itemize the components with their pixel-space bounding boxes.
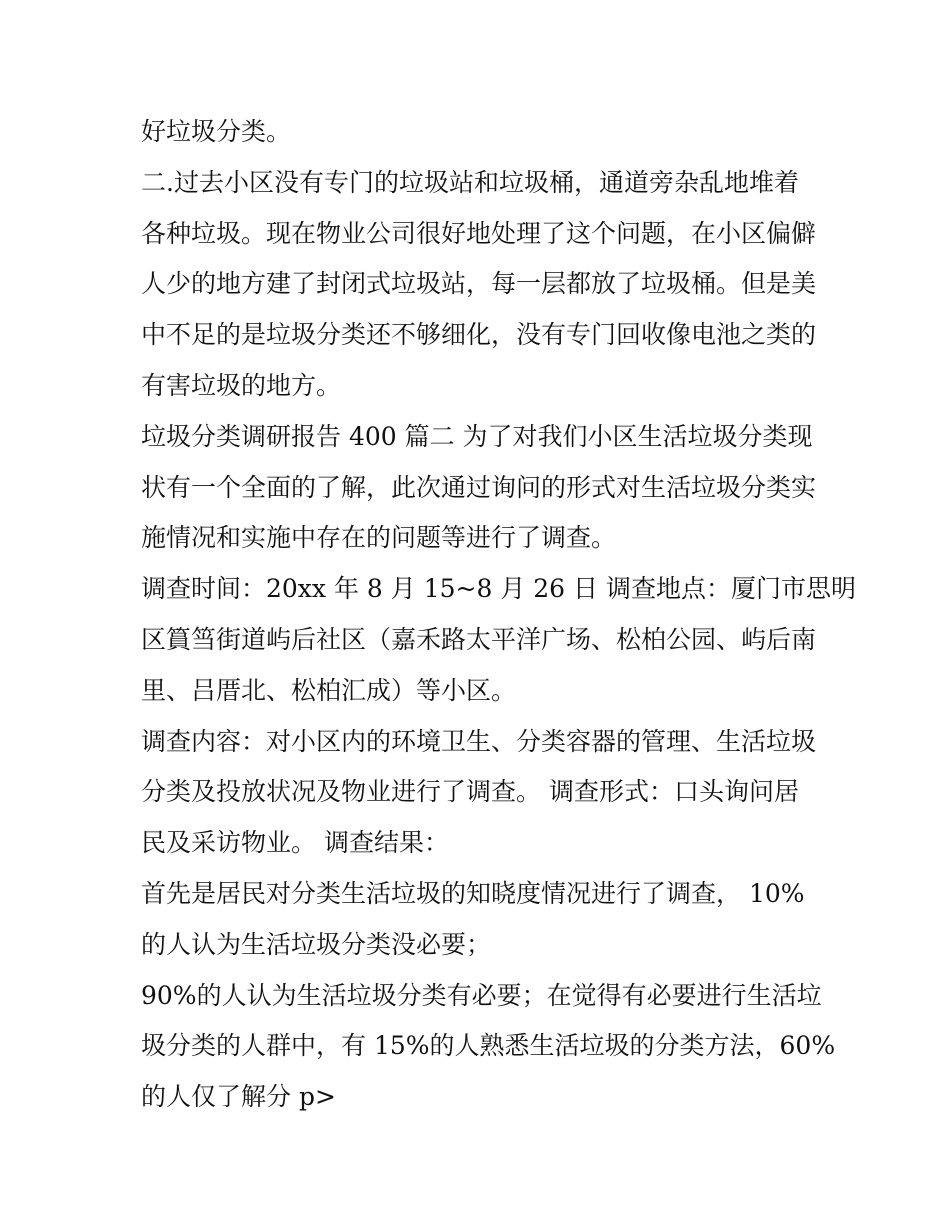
text-line: 垃圾分类调研报告 400 篇二 为了对我们小区生活垃圾分类现 bbox=[141, 421, 813, 451]
text-line: 民及采访物业。 调查结果： bbox=[141, 828, 449, 858]
text-line: 好垃圾分类。 bbox=[141, 117, 292, 146]
document-body bbox=[141, 107, 856, 1123]
text-line: 里、吕厝北、松柏汇成）等小区。 bbox=[141, 675, 517, 705]
text-line: 调查时间：20xx 年 8 月 15~8 月 26 日 调查地点：厦门市思明 bbox=[141, 574, 856, 604]
text-line: 区篔筜街道屿后社区（嘉禾路太平洋广场、松柏公园、屿后南 bbox=[141, 624, 817, 654]
text-line: 人少的地方建了封闭式垃圾站，每一层都放了垃圾桶。但是美 bbox=[141, 269, 817, 299]
text-line: 中不足的是垃圾分类还不够细化，没有专门回收像电池之类的 bbox=[141, 320, 817, 350]
text-line: 90%的人认为生活垃圾分类有必要；在觉得有必要进行生活垃 bbox=[141, 980, 822, 1010]
text-line: 圾分类的人群中，有 15%的人熟悉生活垃圾的分类方法，60% bbox=[141, 1031, 836, 1061]
text-line: 调查内容：对小区内的环境卫生、分类容器的管理、生活垃圾 bbox=[141, 726, 817, 756]
text-line: 的人认为生活垃圾分类没必要； bbox=[141, 929, 492, 959]
text-line: 施情况和实施中存在的问题等进行了调查。 bbox=[141, 523, 617, 553]
text-line: 各种垃圾。现在物业公司很好地处理了这个问题，在小区偏僻 bbox=[141, 218, 817, 248]
text-line: 首先是居民对分类生活垃圾的知晓度情况进行了调查， 10% bbox=[141, 878, 805, 908]
text-line: 有害垃圾的地方。 bbox=[141, 370, 342, 400]
text-line: 二.过去小区没有专门的垃圾站和垃圾桶，通道旁杂乱地堆着 bbox=[141, 167, 799, 197]
text-line: 状有一个全面的了解，此次通过询问的形式对生活垃圾分类实 bbox=[141, 472, 817, 502]
text-line: 分类及投放状况及物业进行了调查。 调查形式：口头询问居 bbox=[141, 777, 799, 807]
text-line: 的人仅了解分 p> bbox=[141, 1082, 336, 1112]
